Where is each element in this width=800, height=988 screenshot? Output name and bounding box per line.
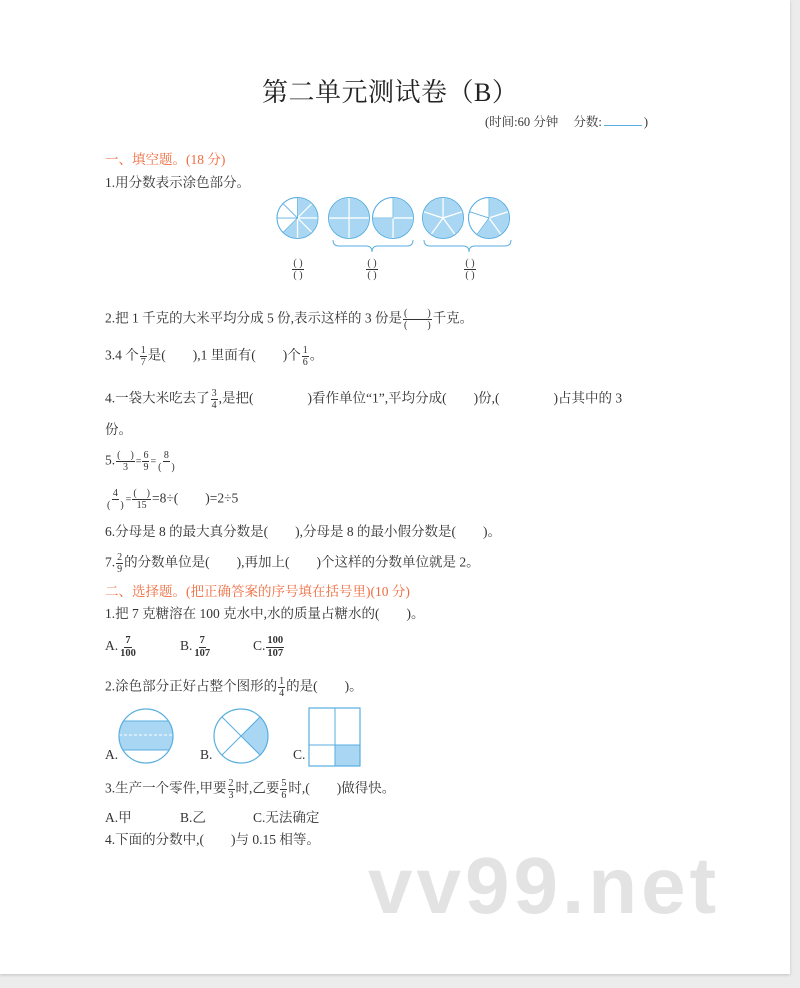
answer-blank-3 xyxy=(455,258,485,281)
option-fraction xyxy=(266,635,284,659)
fraction-numerator: 3 xyxy=(211,388,217,399)
fraction xyxy=(228,778,235,801)
watermark: vv99.net xyxy=(368,841,721,930)
fraction-denominator: ( ) xyxy=(107,500,124,511)
fraction xyxy=(106,488,125,511)
question-1-6: 6.分母是 8 的最大真分数是( ),分母是 8 的最小假分数是( )。 xyxy=(105,524,501,539)
figure-a-banded-circle xyxy=(119,709,173,763)
option-b xyxy=(180,635,212,659)
exam-meta xyxy=(485,112,648,132)
fraction-numerator: 1 xyxy=(302,345,308,356)
question-1-4-continued: 份。 xyxy=(105,422,132,437)
circle-figure-1 xyxy=(277,198,318,239)
fraction-numerator: 7 xyxy=(125,635,131,646)
fraction-numerator: ( ) xyxy=(465,258,475,269)
fraction-denominator: ( ) xyxy=(293,270,303,281)
circle-figure-2 xyxy=(329,198,370,239)
section-2-header: 二、选择题。(把正确答案的序号填在括号里)(10 分) xyxy=(105,584,410,599)
fraction xyxy=(132,488,151,511)
option-c: C.无法确定 xyxy=(253,810,320,825)
option-c xyxy=(253,635,285,659)
option-a: A.甲 xyxy=(105,810,132,825)
fraction-numerator: 8 xyxy=(163,450,169,461)
circle-figure-5 xyxy=(468,198,509,239)
equals-sign: = xyxy=(150,456,157,468)
time-label: (时间:60 分钟 xyxy=(485,115,559,129)
fraction-denominator: 15 xyxy=(136,500,147,511)
question-2-2 xyxy=(105,676,363,699)
score-blank xyxy=(604,113,642,126)
circle-figure-3 xyxy=(373,198,414,239)
fraction xyxy=(366,258,377,281)
question-text: 3.4 个 xyxy=(105,347,139,363)
option-fraction xyxy=(119,635,137,659)
fraction-denominator: 100 xyxy=(120,647,136,659)
brace-pair-2 xyxy=(424,240,511,252)
option-label: A. xyxy=(105,638,119,654)
fraction-denominator: 6 xyxy=(302,357,308,368)
question-1-5-line-1 xyxy=(105,450,177,473)
figure-b-quartered-circle xyxy=(214,709,268,763)
answer-blank-2 xyxy=(357,258,387,281)
question-1-5-line-2 xyxy=(105,488,238,511)
fraction xyxy=(116,552,123,575)
fraction-numerator: 1 xyxy=(140,345,146,356)
question-text: 2.把 1 千克的大米平均分成 5 份,表示这样的 3 份是 xyxy=(105,310,402,326)
fraction xyxy=(116,450,135,473)
fraction-denominator: ( ) xyxy=(158,462,175,473)
question-number: 7. xyxy=(105,554,116,570)
question-text: 千克。 xyxy=(432,310,474,326)
question-1-2 xyxy=(105,308,473,331)
circle-figure-4 xyxy=(422,198,463,239)
fraction-denominator: 9 xyxy=(117,564,123,575)
section-1-header: 一、填空题。(18 分) xyxy=(105,152,226,167)
question-text: =8÷( )=2÷5 xyxy=(151,490,239,506)
fraction-numerator: 4 xyxy=(112,488,118,499)
fraction-denominator: ( ) xyxy=(367,270,377,281)
brace-pair-1 xyxy=(333,240,413,252)
shaded-circles-figure xyxy=(270,195,520,257)
question-1-1: 1.用分数表示涂色部分。 xyxy=(105,175,251,190)
question-1-3 xyxy=(105,345,323,368)
question-text: 时,( )做得快。 xyxy=(288,780,396,796)
option-label: C. xyxy=(253,638,266,654)
figure-c-shaded-cell xyxy=(335,745,360,766)
fraction-numerator: 7 xyxy=(199,635,205,646)
question-2-1: 1.把 7 克糖溶在 100 克水中,水的质量占糖水的( )。 xyxy=(105,606,425,621)
fraction-denominator: 7 xyxy=(140,357,146,368)
meta-close-paren: ) xyxy=(643,115,649,129)
fraction xyxy=(302,345,309,368)
fraction-denominator: ( ) xyxy=(404,320,431,331)
question-1-4 xyxy=(105,388,622,411)
question-number: 5. xyxy=(105,452,116,468)
figure-label-b: B. xyxy=(200,747,213,762)
question-text: 是( ),1 里面有( )个 xyxy=(147,347,301,363)
option-fraction xyxy=(193,635,211,659)
fraction xyxy=(278,676,285,699)
equals-sign: = xyxy=(125,494,132,506)
fraction-numerator: ( ) xyxy=(404,308,431,319)
fraction-numerator: ( ) xyxy=(293,258,303,269)
fraction xyxy=(157,450,176,473)
question-text: 3.生产一个零件,甲要 xyxy=(105,780,227,796)
figure-label-c: C. xyxy=(293,747,306,762)
fraction xyxy=(464,258,475,281)
fraction-numerator: 2 xyxy=(117,552,123,563)
fraction-numerator: 1 xyxy=(279,676,285,687)
fraction-numerator: ( ) xyxy=(133,488,150,499)
question-text: ,是把( )看作单位“1”,平均分成( )份,( )占其中的 3 xyxy=(218,390,623,406)
question-1-7 xyxy=(105,552,480,575)
fraction xyxy=(140,345,147,368)
fraction-denominator: 107 xyxy=(267,647,284,659)
fraction-denominator: 107 xyxy=(194,647,211,659)
question-text: 4.一袋大米吃去了 xyxy=(105,390,210,406)
page-title: 第二单元测试卷（B） xyxy=(262,78,519,107)
score-label: 分数: xyxy=(573,115,602,129)
fraction-numerator: 2 xyxy=(228,778,234,789)
fraction xyxy=(403,308,432,331)
question-text: 。 xyxy=(309,347,324,363)
fraction-denominator: 3 xyxy=(228,790,234,801)
question-text: 2.涂色部分正好占整个图形的 xyxy=(105,678,278,694)
fraction-denominator: 3 xyxy=(122,462,128,473)
question-text: 的分数单位是( ),再加上( )个这样的分数单位就是 2。 xyxy=(124,554,480,570)
question-text: 时,乙要 xyxy=(235,780,280,796)
fraction xyxy=(142,450,149,473)
question-2-4: 4.下面的分数中,( )与 0.15 相等。 xyxy=(105,832,320,847)
fraction-numerator: 6 xyxy=(143,450,149,461)
fraction-numerator: ( ) xyxy=(117,450,134,461)
figure-c-divided-rectangle xyxy=(309,708,360,766)
option-b: B.乙 xyxy=(180,810,206,825)
fraction-denominator: ( ) xyxy=(465,270,475,281)
fraction xyxy=(280,778,287,801)
equals-sign: = xyxy=(135,456,142,468)
shape-options-figure xyxy=(100,700,370,775)
fraction xyxy=(211,388,218,411)
fraction-denominator: 4 xyxy=(211,400,217,411)
question-2-3 xyxy=(105,778,395,801)
fraction-denominator: 9 xyxy=(143,462,149,473)
fraction-numerator: 100 xyxy=(267,635,284,646)
figure-label-a: A. xyxy=(105,747,119,762)
fraction xyxy=(292,258,303,281)
fraction-numerator: ( ) xyxy=(367,258,377,269)
answer-blank-1 xyxy=(283,258,313,281)
question-text: 的是( )。 xyxy=(286,678,363,694)
option-a xyxy=(105,635,138,659)
fraction-denominator: 4 xyxy=(279,688,285,699)
fraction-denominator: 6 xyxy=(281,790,287,801)
fraction-numerator: 5 xyxy=(281,778,287,789)
option-label: B. xyxy=(180,638,193,654)
